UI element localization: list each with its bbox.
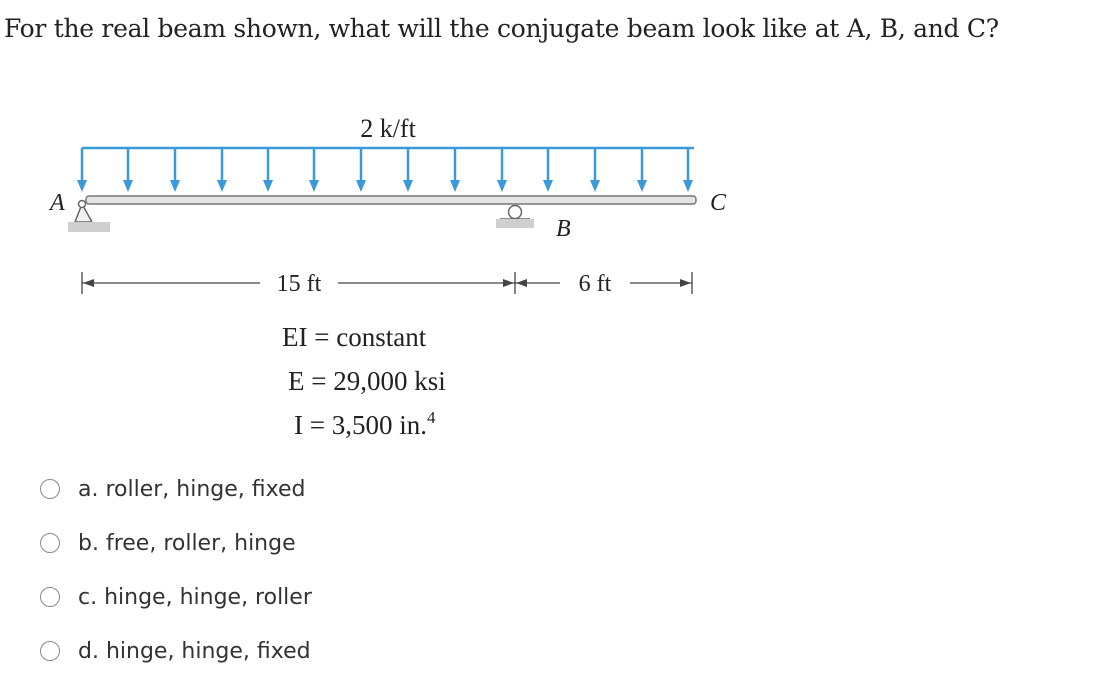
radio-button[interactable]	[40, 479, 60, 499]
label-b: B	[556, 216, 571, 242]
radio-button[interactable]	[40, 587, 60, 607]
e-label: E = 29,000 ksi	[288, 366, 446, 396]
option-label: d. hinge, hinge, fixed	[78, 638, 311, 664]
option-label: a. roller, hinge, fixed	[78, 476, 306, 502]
distributed-load	[77, 148, 694, 192]
beam-diagram	[30, 100, 750, 445]
load-arrow-head	[263, 180, 273, 192]
option-label: c. hinge, hinge, roller	[78, 584, 312, 610]
option-a[interactable]	[40, 462, 312, 516]
load-arrow-head	[309, 180, 319, 192]
load-arrow-head	[590, 180, 600, 192]
i-label-base: I = 3,500 in.	[294, 410, 427, 440]
answer-options	[40, 462, 312, 678]
question-text: For the real beam shown, what will the conjugate beam look like at A, B, and C?	[4, 14, 999, 43]
span2-label: 6 ft	[578, 271, 612, 297]
load-arrow-head	[217, 180, 227, 192]
option-b[interactable]	[40, 516, 312, 570]
load-arrow-head	[170, 180, 180, 192]
label-c: C	[710, 190, 727, 216]
load-arrow-head	[497, 180, 507, 192]
span1-label: 15 ft	[276, 271, 322, 297]
load-arrow-head	[683, 180, 693, 192]
radio-button[interactable]	[40, 533, 60, 553]
load-arrow-head	[637, 180, 647, 192]
pin-support-a	[68, 201, 110, 233]
option-label: b. free, roller, hinge	[78, 530, 296, 556]
i-label	[294, 408, 436, 440]
ei-label: EI = constant	[282, 322, 427, 352]
load-arrow-head	[543, 180, 553, 192]
option-c[interactable]	[40, 570, 312, 624]
beam	[86, 196, 696, 204]
i-label-exponent: 4	[426, 408, 436, 427]
load-arrow-head	[450, 180, 460, 192]
load-arrow-head	[123, 180, 133, 192]
load-arrow-head	[77, 180, 87, 192]
load-arrow-head	[356, 180, 366, 192]
roller-support-b	[496, 206, 534, 229]
load-label: 2 k/ft	[360, 114, 416, 143]
label-a: A	[50, 190, 65, 216]
radio-button[interactable]	[40, 641, 60, 661]
load-arrow-head	[403, 180, 413, 192]
option-d[interactable]	[40, 624, 312, 678]
